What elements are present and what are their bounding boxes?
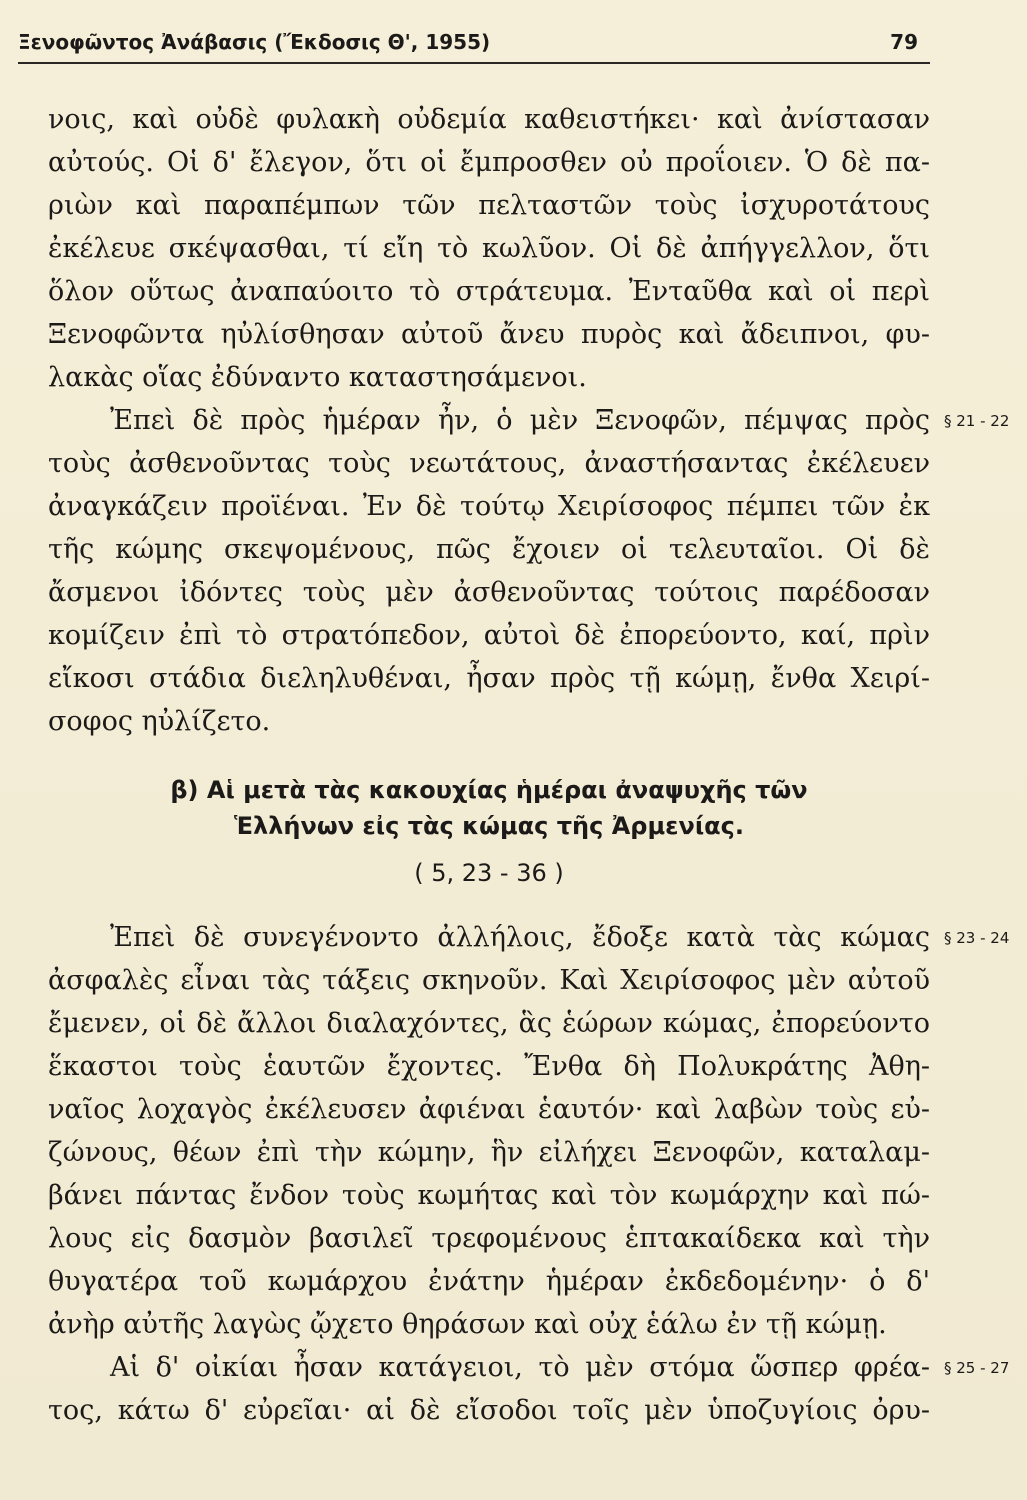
section-range: ( 5, 23 - 36 ) [414, 859, 564, 887]
text-line: λους εἰς δασμὸν βασιλεῖ τρεφομένους ἑπτακαίδεκα καὶ τὴν [48, 1223, 930, 1254]
text-line: ἀσφαλὲς εἶναι τὰς τάξεις σκηνοῦν. Καὶ Χειρίσοφος μὲν αὐτοῦ [48, 965, 930, 996]
text-line: Ἐπεὶ δὲ συνεγένοντο ἀλλήλοις, ἔδοξε κατὰ τὰς κώμας [110, 922, 930, 953]
text-line: νοις, καὶ οὐδὲ φυλακὴ οὐδεμία καθειστήκει· καὶ ἀνίστασαν [48, 104, 930, 135]
section-title-line: Ἑλλήνων εἰς τὰς κώμας τῆς Ἀρμενίας. [233, 812, 745, 840]
text-line: σοφος ηὐλίζετο. [48, 706, 271, 737]
running-title: Ξενοφῶντος Ἀνάβασις (Ἔκδοσις Θ', 1955) [18, 30, 491, 54]
text-line: κομίζειν ἐπὶ τὸ στρατόπεδον, αὐτοὶ δὲ ἐπορεύοντο, καί, πρὶν [48, 620, 930, 651]
text-line: λακὰς οἵας ἐδύναντο καταστησάμενοι. [48, 362, 587, 393]
text-line: ἔμενεν, οἱ δὲ ἄλλοι διαλαχόντες, ἃς ἑώρων κώμας, ἐπορεύοντο [48, 1008, 930, 1039]
text-line: ναῖος λοχαγὸς ἐκέλευσεν ἀφιέναι ἑαυτόν· καὶ λαβὼν τοὺς εὐ- [48, 1094, 930, 1125]
text-line: τος, κάτω δ' εὐρεῖαι· αἱ δὲ εἴσοδοι τοῖς μὲν ὑποζυγίοις ὀρυ- [48, 1395, 930, 1426]
section-margin-ref: § 23 - 24 [944, 929, 1010, 947]
text-line: ἀνὴρ αὐτῆς λαγὼς ᾤχετο θηράσων καὶ οὐχ ἑάλω ἐν τῇ κώμῃ. [48, 1309, 887, 1340]
section-margin-ref: § 25 - 27 [944, 1359, 1010, 1377]
text-line: ὅλον οὕτως ἀναπαύοιτο τὸ στράτευμα. Ἐνταῦθα καὶ οἱ περὶ [48, 276, 930, 307]
text-line: ἐκέλευε σκέψασθαι, τί εἴη τὸ κωλῦον. Οἱ δὲ ἀπήγγελλον, ὅτι [48, 233, 930, 264]
text-line: ἀναγκάζειν προϊέναι. Ἐν δὲ τούτῳ Χειρίσοφος πέμπει τῶν ἐκ [48, 491, 930, 522]
page-header [18, 28, 930, 64]
text-line: τῆς κώμης σκεψομένους, πῶς ἔχοιεν οἱ τελευταῖοι. Οἱ δὲ [48, 534, 930, 565]
text-line: ἄσμενοι ἰδόντες τοὺς μὲν ἀσθενοῦντας τούτοις παρέδοσαν [48, 577, 930, 608]
text-line: τοὺς ἀσθενοῦντας τοὺς νεωτάτους, ἀναστήσαντας ἐκέλευεν [48, 448, 930, 479]
text-line: βάνει πάντας ἔνδον τοὺς κωμήτας καὶ τὸν κωμάρχην καὶ πώ- [48, 1180, 930, 1211]
text-line: ἕκαστοι τοὺς ἑαυτῶν ἔχοντες. Ἔνθα δὴ Πολυκράτης Ἀθη- [48, 1051, 930, 1082]
page-number: 79 [890, 30, 918, 54]
text-line: εἴκοσι στάδια διεληλυθέναι, ἦσαν πρὸς τῇ κώμῃ, ἔνθα Χειρί- [48, 663, 930, 694]
text-line: Ἐπεὶ δὲ πρὸς ἡμέραν ἦν, ὁ μὲν Ξενοφῶν, πέμψας πρὸς [110, 405, 930, 436]
text-line: αὐτούς. Οἱ δ' ἔλεγον, ὅτι οἱ ἔμπροσθεν οὐ προΐοιεν. Ὁ δὲ πα- [48, 147, 930, 178]
text-line: θυγατέρα τοῦ κωμάρχου ἐνάτην ἡμέραν ἐκδεδομένην· ὁ δ' [48, 1266, 930, 1297]
text-line: ζώνους, θέων ἐπὶ τὴν κώμην, ἣν εἰλήχει Ξενοφῶν, καταλαμ- [48, 1137, 930, 1168]
text-line: ριὼν καὶ παραπέμπων τῶν πελταστῶν τοὺς ἰσχυροτάτους [48, 190, 930, 221]
text-line: Αἱ δ' οἰκίαι ἦσαν κατάγειοι, τὸ μὲν στόμα ὥσπερ φρέα- [110, 1352, 930, 1383]
section-title-line: β) Αἱ μετὰ τὰς κακουχίας ἡμέραι ἀναψυχῆς τῶν [170, 776, 808, 804]
section-margin-ref: § 21 - 22 [944, 412, 1010, 430]
text-line: Ξενοφῶντα ηὐλίσθησαν αὐτοῦ ἄνευ πυρὸς καὶ ἄδειπνοι, φυ- [48, 319, 930, 350]
